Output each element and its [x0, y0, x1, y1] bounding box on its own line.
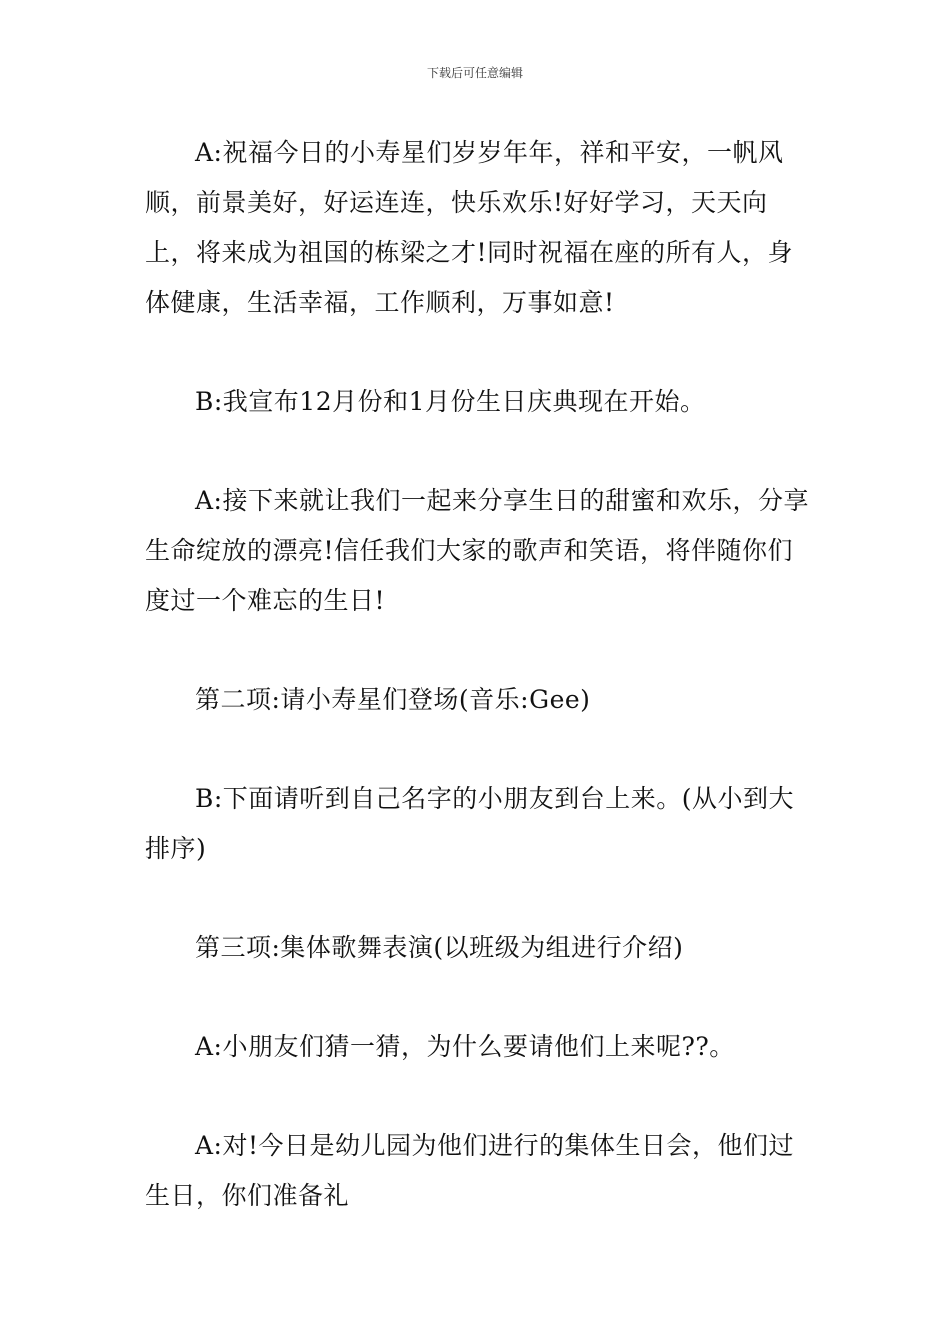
paragraph-5: B:下面请听到自己名字的小朋友到台上来。(从小到大排序)	[145, 784, 795, 863]
paragraph-4: 第二项:请小寿星们登场(音乐:Gee)	[195, 685, 591, 714]
paragraph-8: A:对!今日是幼儿园为他们进行的集体生日会，他们过生日，你们准备礼	[145, 1131, 795, 1210]
paragraph-3: A:接下来就让我们一起来分享生日的甜蜜和欢乐，分享生命绽放的漂亮!信任我们大家的歌声和笑语，将伴随你们度过一个难忘的生日!	[145, 486, 809, 615]
paragraph-2: B:我宣布12月份和1月份生日庆典现在开始。	[195, 387, 706, 416]
page-header: 下载后可任意编辑	[426, 66, 523, 80]
paragraph-6: 第三项:集体歌舞表演(以班级为组进行介绍)	[195, 933, 684, 962]
paragraph-7: A:小朋友们猜一猜，为什么要请他们上来呢??。	[195, 1032, 735, 1061]
paragraph-1: A:祝福今日的小寿星们岁岁年年，祥和平安，一帆风顺，前景美好，好运连连，快乐欢乐!好好学习，天天向上，将来成为祖国的栋梁之才!同时祝福在座的所有人，身体健康，生活幸福，工作顺利，万事如意!	[145, 138, 794, 317]
document-body	[145, 128, 815, 1270]
